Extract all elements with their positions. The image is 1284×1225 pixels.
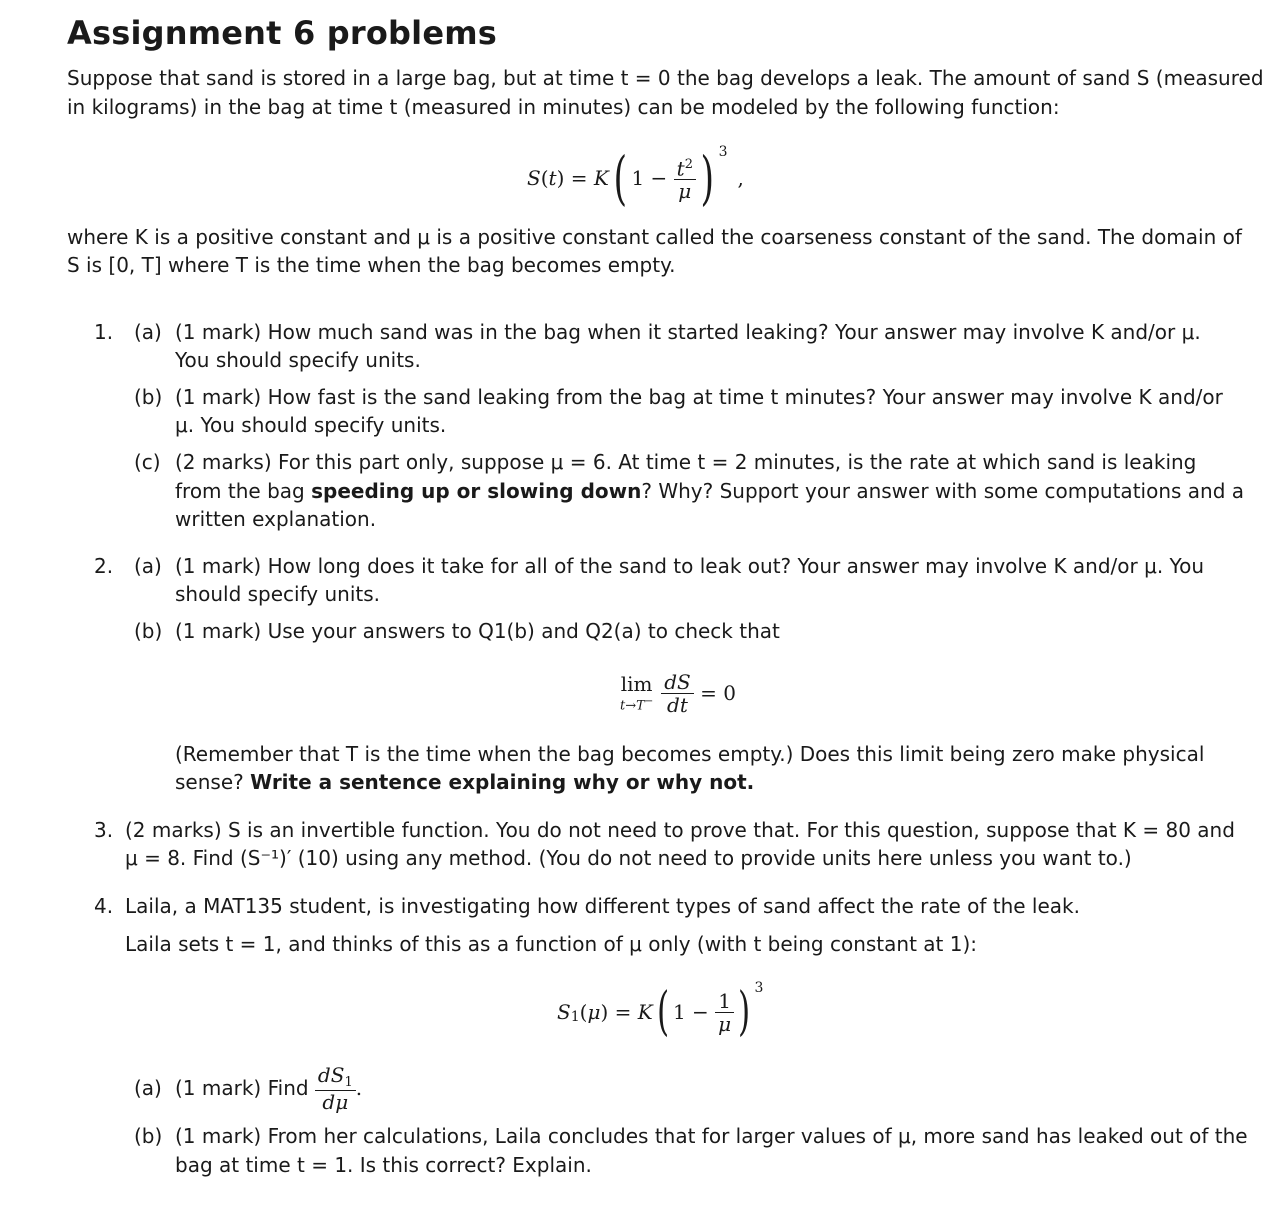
page-title: Assignment 6 problems [67,14,498,52]
q2a-line-2: should specify units. [175,582,380,606]
q4a-label: (a) [134,1076,162,1100]
q2b-line-2: (Remember that T is the time when the bag becomes empty.) Does this limit being zero make physical [175,742,1205,766]
q1c-line-2: from the bag speeding up or slowing down? Why? Support your answer with some computations and a [175,479,1245,503]
q1c-line-1: (2 marks) For this part only, suppose μ = 6. At time t = 2 minutes, is the rate at which sand is leaking [175,450,1197,474]
intro-line-1: Suppose that sand is stored in a large bag, but at time t = 0 the bag develops a leak. The amount of sand S (measured [67,66,1264,90]
q3-line-2: μ = 8. Find (S⁻¹)′ (10) using any method. (You do not need to provide units here unless you want to.) [125,846,1132,870]
q4-number: 4. [94,894,114,918]
intro-where-line-1: where K is a positive constant and μ is a positive constant called the coarseness constant of the sand. The domain of [67,225,1242,249]
q1a-label: (a) [134,320,162,344]
q3-line-1: (2 marks) S is an invertible function. You do not need to prove that. For this question, suppose that K = 80 and [125,818,1235,842]
q4b-line-1: (1 mark) From her calculations, Laila concludes that for larger values of μ, more sand has leaked out of the [175,1124,1248,1148]
intro-where-line-2: S is [0, T] where T is the time when the bag becomes empty. [67,253,676,277]
q1a-line-1: (1 mark) How much sand was in the bag when it started leaking? Your answer may involve K and/or μ. [175,320,1201,344]
s1-function-equation: S 1 ( μ ) = K ( 1 − $\frac{1}{\mu}$ ) 3 [557,980,764,1042]
q2-number: 2. [94,554,114,578]
q2a-label: (a) [134,554,162,578]
q1c-label: (c) [134,450,161,474]
q1-number: 1. [94,320,114,344]
q2b-label: (b) [134,619,163,643]
q1b-line-1: (1 mark) How fast is the sand leaking from the bag at time t minutes? Your answer may involve K and/or [175,385,1223,409]
limit-equation: lim t→T− $\frac{dS}{dt}$ = 0 [620,669,736,717]
q4-line-2: Laila sets t = 1, and thinks of this as a function of μ only (with t being constant at 1): [125,932,977,956]
q1c-bold-phrase: speeding up or slowing down [311,479,642,503]
sand-function-equation: S ( t ) = K ( 1 − $\frac{t^2}{\mu}$ ) 3 , [527,144,744,212]
q1c-line-3: written explanation. [175,507,377,531]
q4b-line-2: bag at time t = 1. Is this correct? Explain. [175,1153,592,1177]
q2a-line-1: (1 mark) How long does it take for all of the sand to leak out? Your answer may involve K and/or μ. You [175,554,1205,578]
q4a-text: (1 mark) Find $\frac{dS_1}{d\mu}$ . [175,1062,363,1114]
q1a-line-2: You should specify units. [175,348,421,372]
q1b-label: (b) [134,385,163,409]
q4-line-1: Laila, a MAT135 student, is investigating how different types of sand affect the rate of the leak. [125,894,1080,918]
q1b-line-2: μ. You should specify units. [175,413,447,437]
q4b-label: (b) [134,1124,163,1148]
q2b-line-1: (1 mark) Use your answers to Q1(b) and Q2(a) to check that [175,619,780,643]
q3-number: 3. [94,818,114,842]
q2b-bold-phrase: Write a sentence explaining why or why not. [250,770,755,794]
q2b-line-3: sense? Write a sentence explaining why or why not. [175,770,755,794]
intro-line-2: in kilograms) in the bag at time t (measured in minutes) can be modeled by the following function: [67,95,1060,119]
